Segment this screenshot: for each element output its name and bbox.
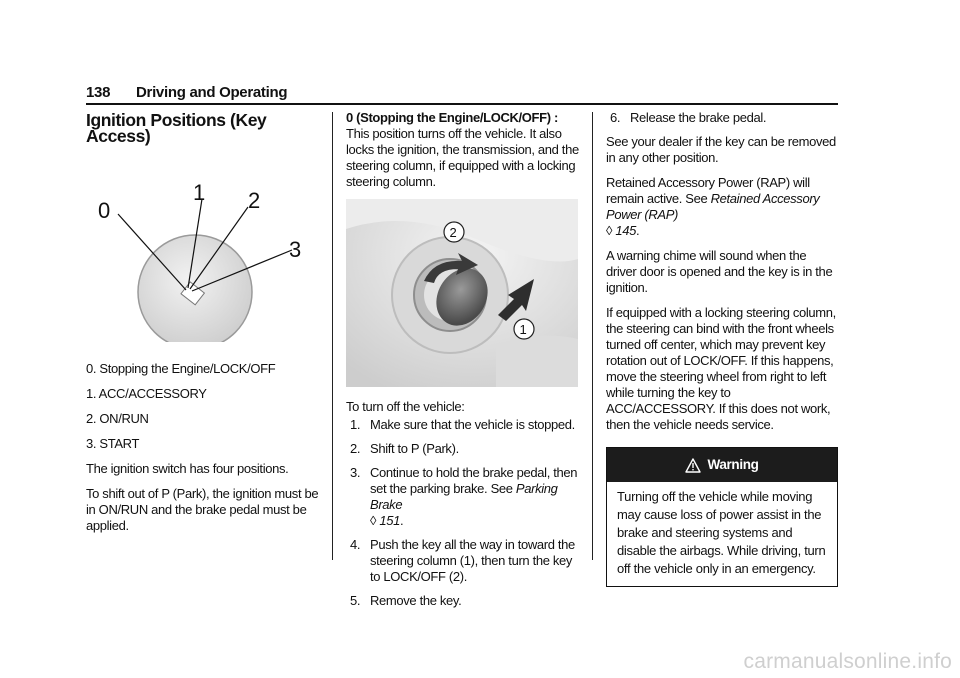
paragraph: The ignition switch has four positions.	[86, 461, 289, 476]
watermark: carmanualsonline.info	[743, 650, 952, 673]
cross-reference-link[interactable]: Parking Brake	[370, 481, 558, 512]
page-ref-arrow: ◊	[606, 223, 613, 238]
steps-list	[346, 417, 582, 609]
list-item: 2. Shift to P (Park).	[350, 441, 459, 456]
position-3: 3. START	[86, 436, 140, 451]
paragraph: A warning chime will sound when the driver door is opened and the key is in the ignition.	[606, 248, 833, 295]
label-0: 0	[98, 198, 110, 223]
intro: To turn off the vehicle:	[346, 399, 465, 414]
position-2: 2. ON/RUN	[86, 411, 149, 426]
page-ref[interactable]: 151	[379, 513, 400, 528]
ignition-positions-figure	[86, 152, 322, 342]
list-item: 3. Continue to hold the brake pedal, then set the parking brake. See Parking Brake ◊ 151.	[350, 465, 578, 528]
label-3: 3	[289, 237, 301, 262]
definition-term: 0 (Stopping the Engine/LOCK/OFF) :	[346, 110, 558, 125]
callout-1: 1	[519, 322, 527, 337]
warning-icon	[685, 458, 701, 473]
section-title: Driving and Operating	[136, 84, 288, 101]
warning-text: Turning off the vehicle while moving may cause loss of power assist in the brake and steering systems and disable the airbags. While driving, turn off the vehicle only in an emergency.	[617, 489, 826, 576]
cross-reference-link[interactable]: Retained Accessory Power (RAP)	[606, 191, 820, 222]
column-divider-2	[592, 112, 593, 560]
list-item: 4. Push the key all the way in toward the steering column (1), then turn the key to LOCK/OFF (2).	[350, 537, 575, 584]
paragraph: To shift out of P (Park), the ignition must be in ON/RUN and the brake pedal must be applied.	[86, 486, 319, 533]
page-ref[interactable]: 145	[615, 223, 636, 238]
page-ref-arrow: ◊	[370, 513, 377, 528]
column-divider-1	[332, 112, 333, 560]
list-item: 1. Make sure that the vehicle is stopped.	[350, 417, 575, 432]
definition-text: This position turns off the vehicle. It also locks the ignition, the transmission, and the steering column, if equipped with a locking steering column.	[346, 126, 579, 189]
warning-header	[607, 448, 837, 482]
paragraph: See your dealer if the key can be removed in any other position.	[606, 134, 836, 165]
middle-column	[346, 110, 582, 617]
definition-paragraph	[346, 110, 582, 190]
page-number: 138	[86, 84, 111, 101]
list-item: 6. Release the brake pedal.	[610, 110, 767, 125]
callout-2: 2	[449, 225, 457, 240]
right-column	[606, 110, 838, 587]
position-0: 0. Stopping the Engine/LOCK/OFF	[86, 361, 276, 376]
paragraph: Retained Accessory Power (RAP) will remain active. See Retained Accessory Power (RAP) ◊ 145.	[606, 175, 820, 238]
warning-box	[606, 447, 838, 587]
paragraph: If equipped with a locking steering column, the steering can bind with the front wheels turned off center, which may prevent key rotation out of LOCK/OFF. If this happens, move the steering wheel from right to left while turning the key to ACC/ACCESSORY. If this does not work, then the vehicle needs service.	[606, 305, 836, 432]
header-rule	[86, 103, 838, 105]
left-column	[86, 112, 322, 543]
warning-title: Warning	[707, 457, 759, 472]
key-removal-photo	[346, 199, 578, 387]
label-2: 2	[248, 188, 260, 213]
section-heading: Ignition Positions (Key Access)	[86, 110, 267, 146]
position-1: 1. ACC/ACCESSORY	[86, 386, 207, 401]
list-item: 5. Remove the key.	[350, 593, 462, 608]
label-1: 1	[193, 180, 205, 205]
